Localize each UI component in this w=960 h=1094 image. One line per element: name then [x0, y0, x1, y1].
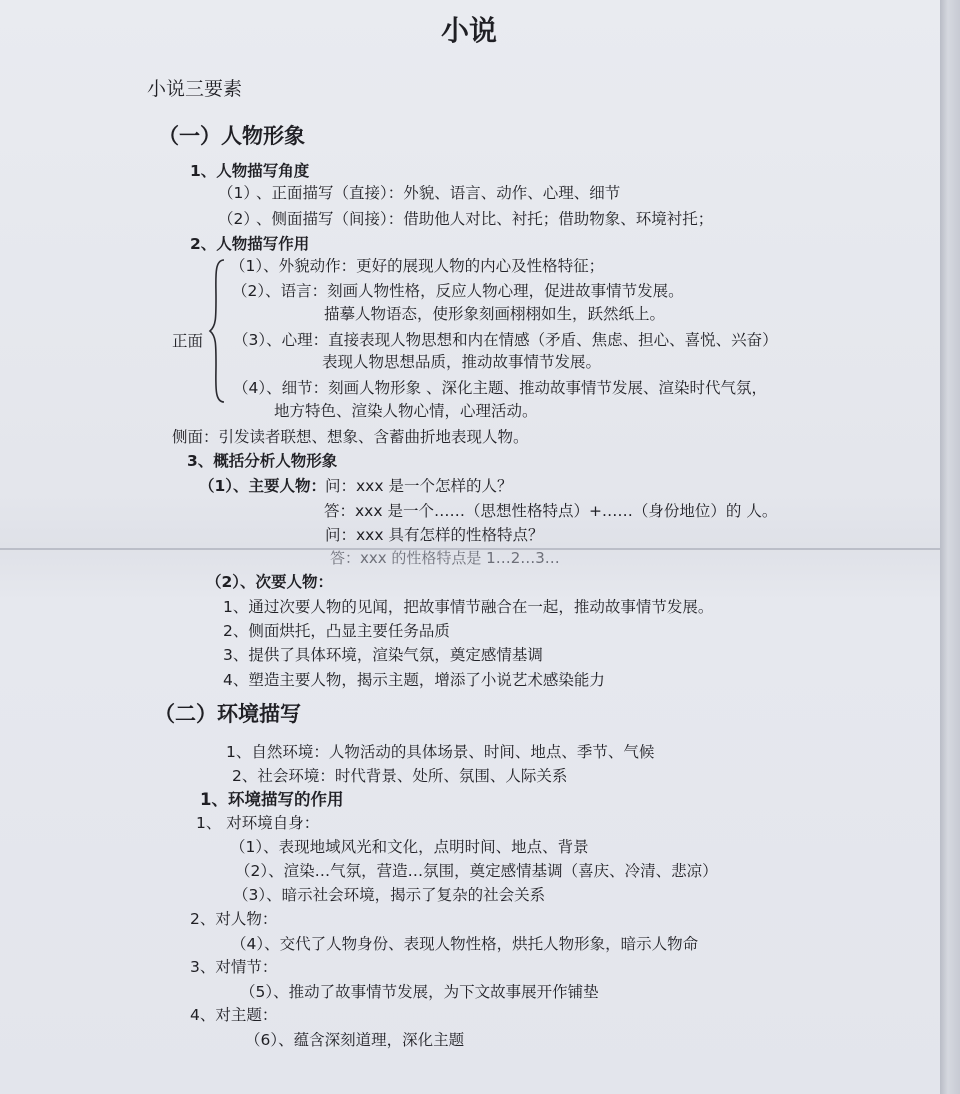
effect-line: （4）、细节：刻画人物形象 、深化主题、推动故事情节发展、渲染时代气氛， — [233, 379, 768, 397]
function-group-label: 4、对主题： — [190, 1006, 278, 1024]
secondary-character-label: （2）、次要人物： — [206, 573, 334, 591]
section-heading: 小说三要素 — [147, 78, 243, 100]
main-character-label: （1）、主要人物： — [199, 477, 327, 495]
qa-line: 问：xxx 是一个怎样的人？ — [325, 477, 513, 495]
function-item: （3）、暗示社会环境，揭示了复杂的社会关系 — [233, 886, 546, 904]
function-item: （1）、表现地域风光和文化，点明时间、地点、背景 — [230, 838, 589, 856]
page-title: 小说 — [441, 14, 498, 47]
secondary-item: 2、侧面烘托，凸显主要任务品质 — [223, 622, 450, 640]
env-type: 2、社会环境：时代背景、处所、氛围、人际关系 — [232, 767, 568, 785]
function-item: （5）、推动了故事情节发展，为下文故事展开作铺垫 — [240, 983, 599, 1001]
page-edge — [940, 0, 960, 1094]
function-group-label: 2、对人物： — [190, 910, 278, 928]
effect-line: （3）、心理：直接表现人物思想和内在情感（矛盾、焦虑、担心、喜悦、兴奋） — [233, 331, 778, 349]
effect-line: （2）、语言：刻画人物性格，反应人物心理，促进故事情节发展。 — [232, 282, 684, 300]
effect-line: 地方特色、渲染人物心情，心理活动。 — [274, 402, 538, 420]
sub2-label: 2、人物描写作用 — [190, 235, 310, 253]
function-item: （6）、蕴含深刻道理，深化主题 — [245, 1031, 465, 1049]
secondary-item: 4、塑造主要人物，揭示主题，增添了小说艺术感染能力 — [223, 671, 605, 689]
part2-heading: （二）环境描写 — [154, 702, 301, 726]
sub1-label: 1、人物描写角度 — [190, 162, 310, 180]
part1-heading: （一）人物形象 — [158, 124, 305, 148]
function-group-label: 1、 对环境自身： — [196, 814, 320, 832]
secondary-item: 1、通过次要人物的见闻，把故事情节融合在一起，推动故事情节发展。 — [223, 598, 714, 616]
sub1-item-num: （1） — [218, 184, 259, 202]
qa-line: 答：xxx 是一个……（思想性格特点）+……（身份地位）的 人。 — [324, 502, 778, 520]
function-item: （4）、交代了人物身份、表现人物性格，烘托人物形象，暗示人物命 — [231, 935, 699, 953]
secondary-item: 3、提供了具体环境，渲染气氛，奠定感情基调 — [223, 646, 543, 664]
brace-icon — [208, 258, 226, 404]
qa-line: 答：xxx 的性格特点是 1…2…3… — [330, 549, 560, 567]
env-type: 1、自然环境：人物活动的具体场景、时间、地点、季节、气候 — [226, 743, 655, 761]
sub1-item-text: 、侧面描写（间接）：借助他人对比、衬托；借助物象、环境衬托； — [256, 210, 714, 228]
sub1-item-text: 、正面描写（直接）：外貌、语言、动作、心理、细节 — [256, 184, 621, 202]
sub1-item-num: （2） — [218, 210, 259, 228]
function-group-label: 3、对情节： — [190, 958, 278, 976]
effect-line: 表现人物思想品质，推动故事情节发展。 — [322, 353, 602, 371]
side-description: 侧面：引发读者联想、想象、含蓄曲折地表现人物。 — [172, 428, 529, 446]
brace-label: 正面 — [172, 332, 204, 350]
effect-line: （1）、外貌动作：更好的展现人物的内心及性格特征； — [230, 257, 605, 275]
env-function-label: 1、环境描写的作用 — [200, 790, 344, 809]
function-item: （2）、渲染…气氛，营造…氛围，奠定感情基调（喜庆、冷清、悲凉） — [235, 862, 718, 880]
qa-line: 问：xxx 具有怎样的性格特点？ — [325, 526, 544, 544]
sub3-label: 3、概括分析人物形象 — [187, 452, 338, 470]
effect-line: 描摹人物语态，使形象刻画栩栩如生，跃然纸上。 — [324, 305, 666, 323]
